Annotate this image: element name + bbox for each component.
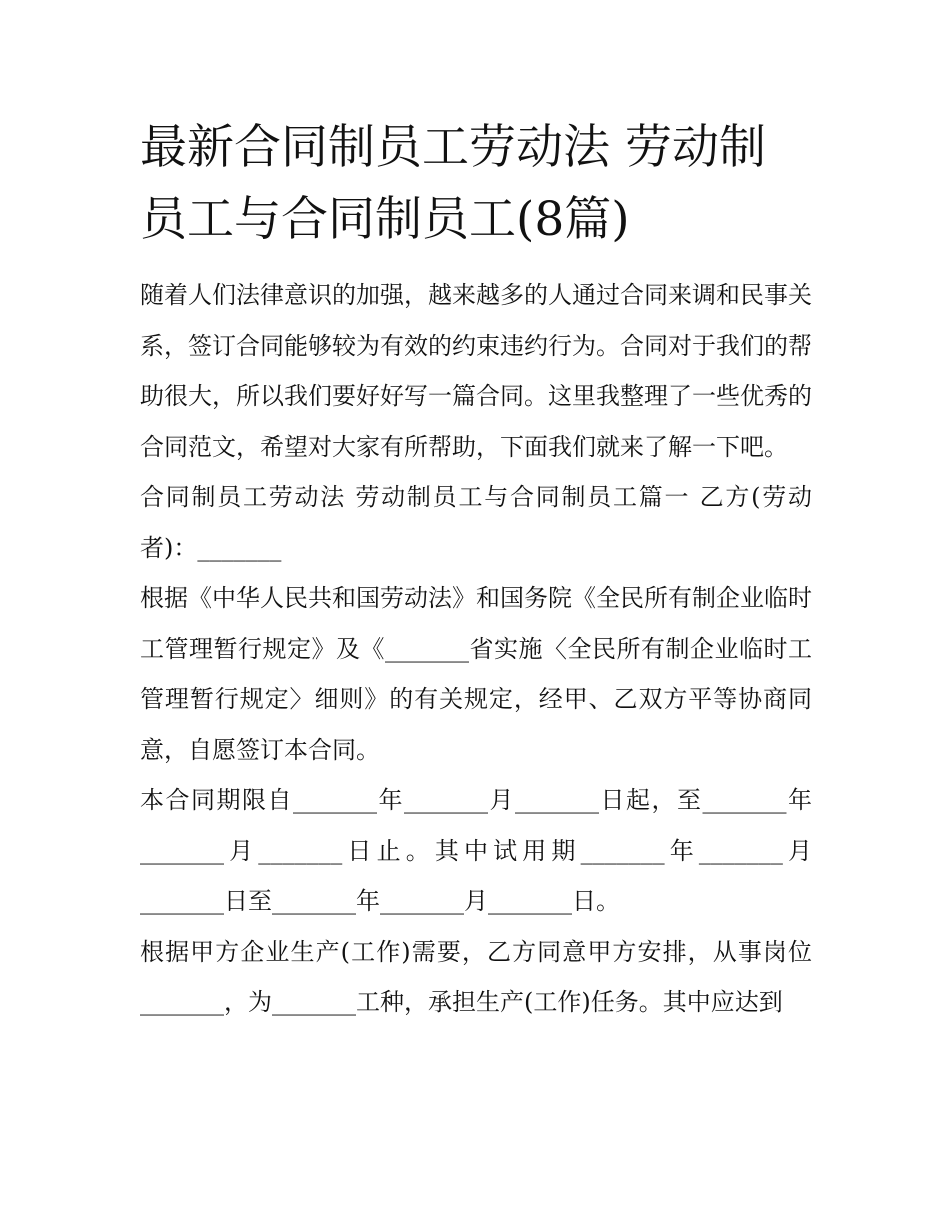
- paragraph-contract-term: 本合同期限自_______年_______月_______日起，至_______年_______月_______日止。其中试用期_______年_______月_______日至_______年_______月_______日。: [140, 786, 812, 915]
- paragraph-intro: 随着人们法律意识的加强，越来越多的人通过合同来调和民事关系，签订合同能够较为有效的约束违约行为。合同对于我们的帮助很大，所以我们要好好写一篇合同。这里我整理了一些优秀的合同范文，希望对大家有所帮助，下面我们就来了解一下吧。: [140, 281, 812, 461]
- paragraph-party-b: 合同制员工劳动法 劳动制员工与合同制员工篇一 乙方(劳动者)：_______: [140, 483, 812, 562]
- paragraph-legal-basis: 根据《中华人民共和国劳动法》和国务院《全民所有制企业临时工管理暂行规定》及《_______省实施〈全民所有制企业临时工管理暂行规定〉细则》的有关规定，经甲、乙双方平等协商同意，自愿签订本合同。: [140, 584, 812, 764]
- paragraph-job-position: 根据甲方企业生产(工作)需要，乙方同意甲方安排，从事岗位_______，为_______工种，承担生产(工作)任务。其中应达到: [140, 937, 812, 1016]
- document-page: [140, 112, 812, 1028]
- document-title: 最新合同制员工劳动法 劳动制员工与合同制员工(8篇): [140, 120, 766, 247]
- document-body: [140, 270, 812, 1028]
